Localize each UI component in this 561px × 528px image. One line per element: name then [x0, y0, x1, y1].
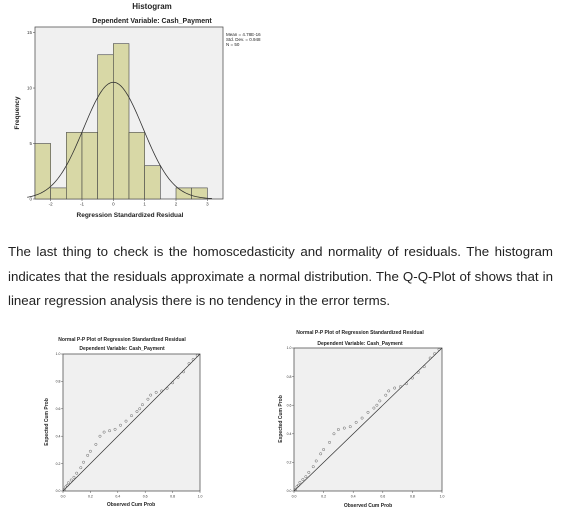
pp-ytick-label: 1.0 — [286, 346, 292, 351]
pp-right-ylabel: Expected Cum Prob — [278, 395, 284, 443]
pp-xtick-label: 0.4 — [115, 494, 121, 499]
histogram-ytick-label: 0 — [29, 196, 32, 202]
pp-xtick-label: 0.0 — [291, 494, 297, 499]
pp-left-xlabel: Observed Cum Prob — [106, 502, 156, 508]
pp-ytick-label: 0.6 — [286, 403, 292, 408]
histogram-ytick-label: 10 — [26, 85, 32, 91]
pp-xtick-label: 0.6 — [142, 494, 148, 499]
histogram-bar — [98, 55, 114, 199]
histogram-stat-sd: Std. Dev. = 0.948 — [226, 37, 261, 42]
pp-left-ylabel: Expected Cum Prob — [44, 398, 50, 446]
histogram-ytick-label: 15 — [26, 30, 32, 36]
pp-ytick-label: 0.0 — [286, 489, 292, 494]
histogram-xtick-label: 2 — [174, 201, 178, 207]
histogram-bar — [113, 44, 129, 199]
histogram-ytick-label: 5 — [29, 141, 32, 147]
pp-ytick-label: 0.4 — [55, 434, 61, 439]
pp-left-title: Normal P-P Plot of Regression Standardized Residual — [58, 337, 186, 343]
pp-right-title: Normal P-P Plot of Regression Standardized Residual — [296, 330, 424, 336]
histogram-xtick-label: 0 — [112, 201, 115, 207]
histogram-bar — [176, 188, 192, 199]
histogram-stat-n: N = 50 — [226, 42, 240, 47]
pp-xtick-label: 0.0 — [60, 494, 66, 499]
histogram-bar — [82, 132, 98, 199]
pp-xtick-label: 1.0 — [439, 494, 445, 499]
pp-left-subtitle: Dependent Variable: Cash_Payment — [79, 346, 165, 352]
pp-ytick-label: 1.0 — [55, 352, 61, 357]
pp-ytick-label: 0.8 — [286, 374, 292, 379]
pp-ytick-label: 0.8 — [55, 379, 61, 384]
pp-ytick-label: 0.0 — [55, 489, 61, 494]
histogram-bar — [145, 166, 161, 199]
histogram-stat-mean: Mean = 4.78E-16 — [226, 32, 261, 37]
histogram-subtitle: Dependent Variable: Cash_Payment — [92, 18, 212, 25]
pp-xtick-label: 0.6 — [380, 494, 386, 499]
pp-ytick-label: 0.2 — [286, 460, 292, 465]
pp-ytick-label: 0.4 — [286, 432, 292, 436]
histogram-title: Histogram — [132, 2, 172, 11]
pp-ytick-label: 0.6 — [55, 407, 61, 411]
pp-ytick-label: 0.2 — [55, 461, 61, 466]
histogram-bar — [35, 144, 51, 199]
histogram-xtick-label: -1 — [79, 201, 85, 207]
histogram-bar — [66, 132, 82, 199]
histogram-bar — [51, 188, 67, 199]
pp-xtick-label: 0.8 — [170, 494, 176, 499]
histogram-xtick-label: 1 — [143, 201, 146, 207]
histogram-figure — [0, 0, 300, 230]
histogram-xtick-label: 3 — [206, 201, 209, 207]
pp-plot-left — [30, 330, 230, 515]
histogram-ylabel: Frequency — [14, 96, 21, 130]
histogram-xtick-label: -2 — [48, 201, 53, 207]
histogram-bar — [129, 132, 145, 199]
histogram-xlabel: Regression Standardized Residual — [76, 212, 184, 219]
pp-right-xlabel: Observed Cum Prob — [343, 503, 393, 509]
pp-plot-right — [270, 320, 470, 513]
pp-xtick-label: 0.2 — [87, 494, 93, 499]
pp-xtick-label: 0.4 — [350, 494, 356, 499]
pp-xtick-label: 0.2 — [321, 494, 327, 499]
pp-xtick-label: 1.0 — [197, 494, 203, 499]
pp-right-subtitle: Dependent Variable: Cash_Payment — [317, 341, 403, 347]
body-paragraph: The last thing to check is the homoscedasticity and normality of residuals. The histogram indicates that the residuals approximate a normal distribution. The Q-Q-Plot of shows that in linear regression analysis there is no tendency in the error terms. — [8, 244, 553, 308]
pp-xtick-label: 0.8 — [409, 494, 415, 499]
